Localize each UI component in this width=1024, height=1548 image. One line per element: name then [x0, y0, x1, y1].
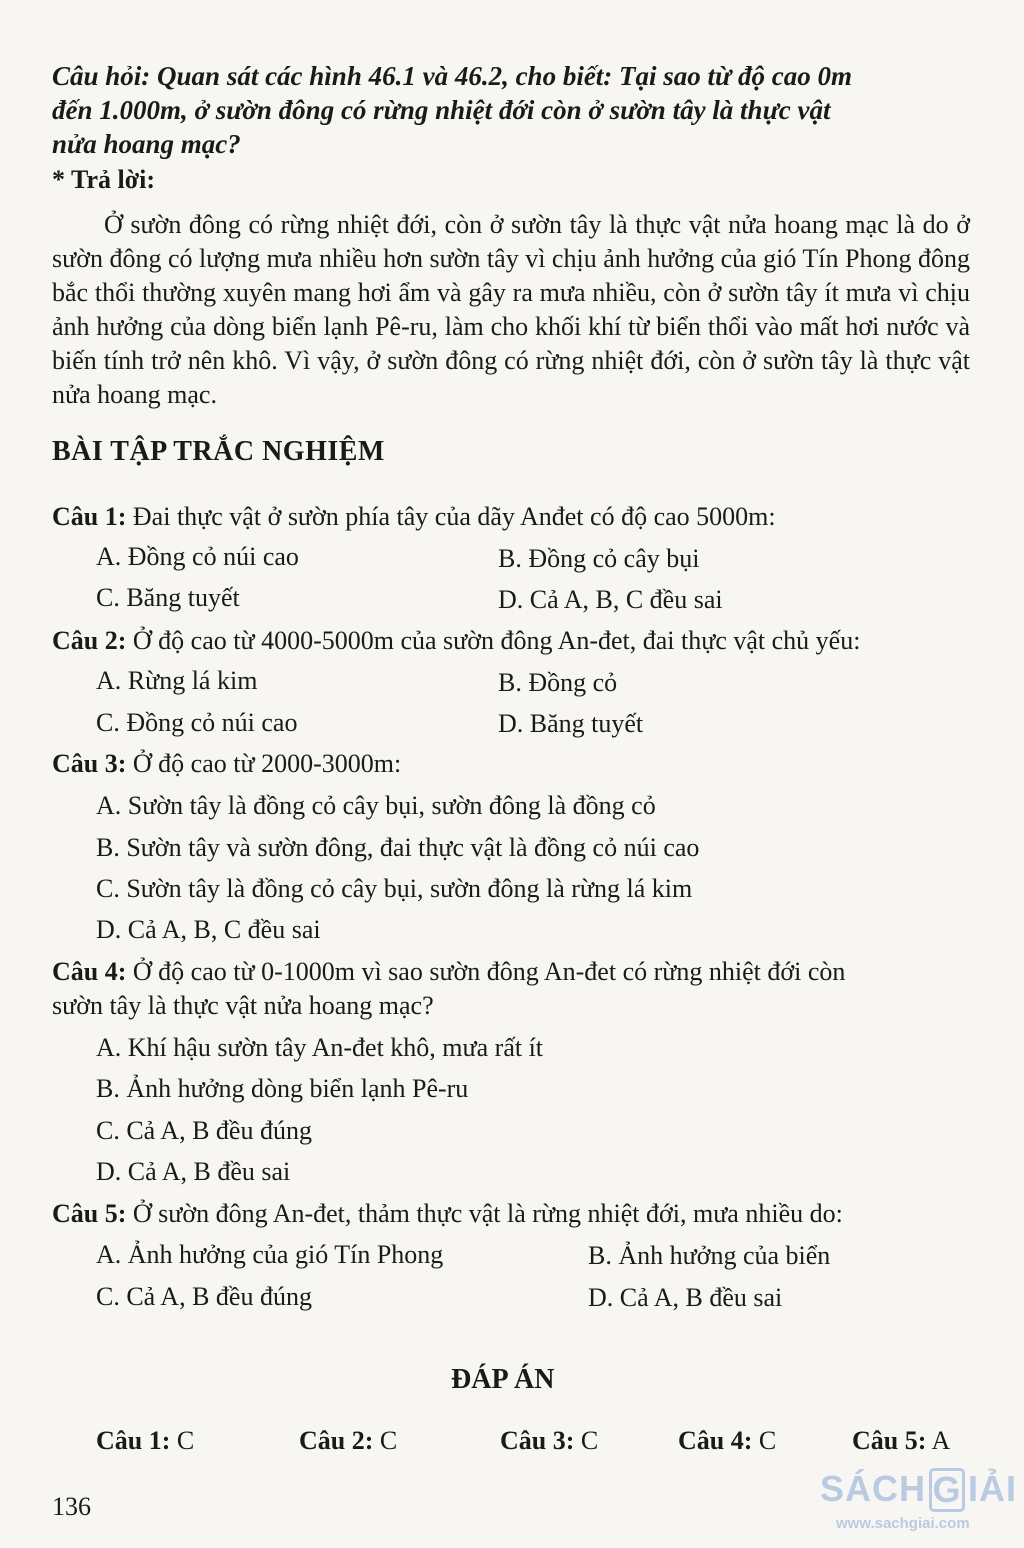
- question-line-1: Câu hỏi: Quan sát các hình 46.1 và 46.2, cho biết: Tại sao từ độ cao 0m: [52, 61, 852, 91]
- answer-3-value: C: [574, 1426, 599, 1455]
- watermark-logo: [820, 1468, 1017, 1512]
- answer-paragraph: Ở sườn đông có rừng nhiệt đới, còn ở sườn tây là thực vật nửa hoang mạc là do ở sườn đông có lượng mưa nhiều hơn sườn tây vì chịu ảnh hưởng của gió Tín Phong đông bắc thổi thường xuyên mang hơi ẩm và gây ra mưa nhiều, còn ở sườn tây ít mưa vì chịu ảnh hưởng của dòng biển lạnh Pê-ru, làm cho khối khí từ biển thổi vào mất hơi nước và biến tính trở nên khô. Vì vậy, ở sườn đông có rừng nhiệt đới, còn ở sườn tây là thực vật nửa hoang mạc.: [52, 210, 970, 409]
- q1-option-d: D. Cả A, B, C đều sai: [498, 585, 723, 614]
- answer-5-value: A: [926, 1426, 951, 1455]
- q1-option-a: A. Đồng cỏ núi cao: [96, 542, 299, 571]
- question-2-label: Câu 2:: [52, 626, 127, 655]
- answer-4: [678, 1426, 776, 1456]
- question-3: [52, 749, 401, 779]
- q5-option-b: B. Ảnh hưởng của biển: [588, 1241, 831, 1270]
- q5-option-c: C. Cả A, B đều đúng: [96, 1282, 312, 1311]
- question-5: [52, 1199, 843, 1229]
- question-4-line-2: sườn tây là thực vật nửa hoang mạc?: [52, 991, 434, 1020]
- page-number: 136: [52, 1492, 91, 1521]
- answer-3: [500, 1426, 598, 1456]
- answer-2-label: Câu 2:: [299, 1426, 374, 1455]
- question-4: [52, 957, 845, 987]
- answer-2: [299, 1426, 397, 1456]
- q3-option-d: D. Cả A, B, C đều sai: [96, 915, 321, 944]
- question-1-label: Câu 1:: [52, 502, 127, 531]
- section-title: BÀI TẬP TRẮC NGHIỆM: [52, 436, 385, 467]
- answer-label: * Trả lời:: [52, 165, 155, 194]
- question-2-text: Ở độ cao từ 4000-5000m của sườn đông An-đet, đai thực vật chủ yếu:: [126, 626, 861, 655]
- answer-4-label: Câu 4:: [678, 1426, 753, 1455]
- q4-option-c: C. Cả A, B đều đúng: [96, 1116, 312, 1145]
- question-4-label: Câu 4:: [52, 957, 127, 986]
- q5-option-a: A. Ảnh hưởng của gió Tín Phong: [96, 1240, 444, 1269]
- question-3-text: Ở độ cao từ 2000-3000m:: [126, 749, 402, 778]
- question-3-label: Câu 3:: [52, 749, 127, 778]
- question-line-3: nửa hoang mạc?: [52, 129, 241, 159]
- q2-option-a: A. Rừng lá kim: [96, 666, 258, 695]
- q4-option-a: A. Khí hậu sườn tây An-đet khô, mưa rất ít: [96, 1033, 544, 1062]
- question-2: [52, 626, 860, 656]
- answer-5-label: Câu 5:: [852, 1426, 927, 1455]
- q5-option-d: D. Cả A, B đều sai: [588, 1283, 783, 1312]
- watermark-url: www.sachgiai.com: [836, 1515, 970, 1532]
- q3-option-a: A. Sườn tây là đồng cỏ cây bụi, sườn đông là đồng cỏ: [96, 791, 656, 820]
- q4-option-d: D. Cả A, B đều sai: [96, 1157, 291, 1186]
- q2-option-c: C. Đồng cỏ núi cao: [96, 708, 298, 737]
- answer-5: [852, 1426, 950, 1456]
- question-1: [52, 502, 776, 532]
- question-5-label: Câu 5:: [52, 1199, 127, 1228]
- answers-title: ĐÁP ÁN: [451, 1364, 555, 1395]
- q3-option-c: C. Sườn tây là đồng cỏ cây bụi, sườn đông là rừng lá kim: [96, 874, 693, 903]
- q3-option-b: B. Sườn tây và sườn đông, đai thực vật là đồng cỏ núi cao: [96, 833, 700, 862]
- question-1-text: Đai thực vật ở sườn phía tây của dãy Anđet có độ cao 5000m:: [126, 502, 776, 531]
- watermark-logo-g: G: [929, 1468, 965, 1512]
- answer-1: [96, 1426, 194, 1456]
- answer-1-label: Câu 1:: [96, 1426, 171, 1455]
- answer-2-value: C: [373, 1426, 398, 1455]
- answer-4-value: C: [752, 1426, 777, 1455]
- q2-option-b: B. Đồng cỏ: [498, 668, 618, 697]
- question-line-2: đến 1.000m, ở sườn đông có rừng nhiệt đới còn ở sườn tây là thực vật: [52, 95, 831, 125]
- watermark-logo-left: SÁCH: [820, 1468, 927, 1509]
- answer-1-value: C: [170, 1426, 195, 1455]
- q4-option-b: B. Ảnh hưởng dòng biển lạnh Pê-ru: [96, 1074, 469, 1103]
- q1-option-c: C. Băng tuyết: [96, 583, 240, 612]
- question-5-text: Ở sườn đông An-đet, thảm thực vật là rừng nhiệt đới, mưa nhiều do:: [126, 1199, 843, 1228]
- q1-option-b: B. Đồng cỏ cây bụi: [498, 544, 700, 573]
- question-4-text: Ở độ cao từ 0-1000m vì sao sườn đông An-đet có rừng nhiệt đới còn: [126, 957, 846, 986]
- q2-option-d: D. Băng tuyết: [498, 709, 644, 738]
- watermark-logo-right: IẢI: [968, 1468, 1018, 1509]
- answer-3-label: Câu 3:: [500, 1426, 575, 1455]
